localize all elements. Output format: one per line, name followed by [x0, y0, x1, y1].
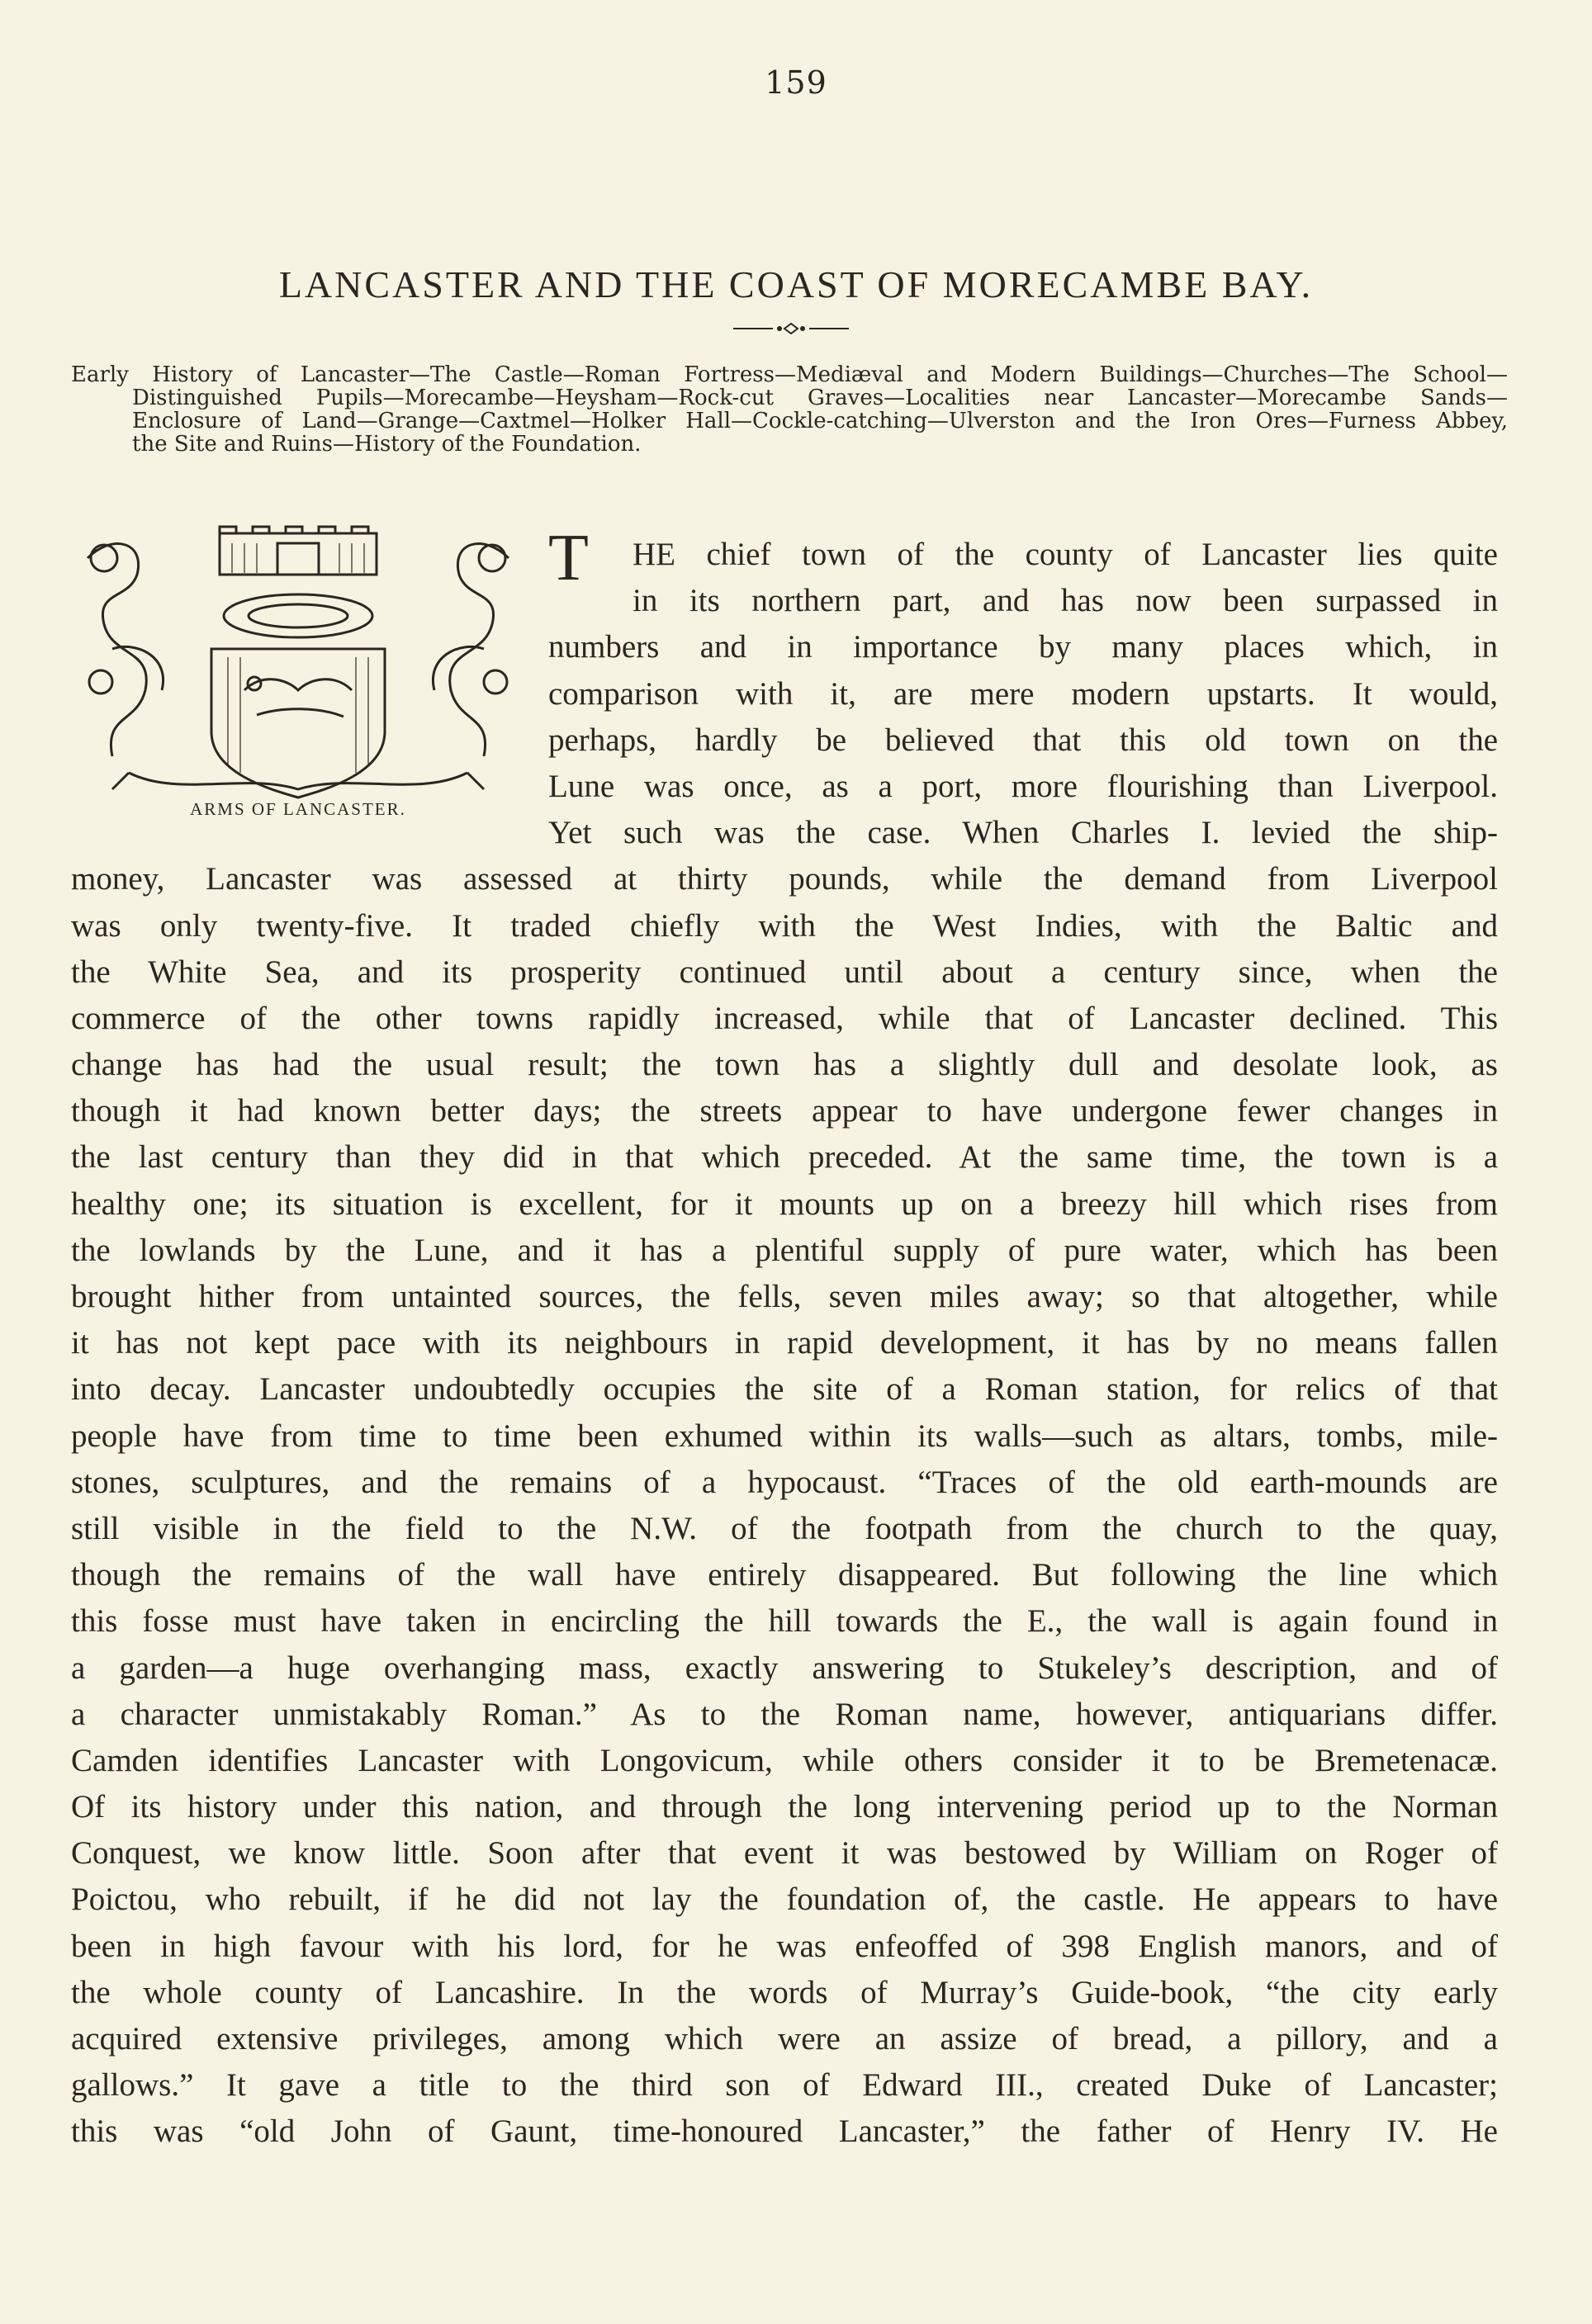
body-line: Yet such was the case. When Charles I. levied the ship- [548, 815, 1498, 851]
body-line: the White Sea, and its prosperity continued until about a century since, when the [71, 954, 1498, 990]
body-line: numbers and in importance by many places which, in [548, 629, 1498, 665]
body-line: perhaps, hardly be believed that this old town on the [548, 722, 1498, 758]
body-line: the last century than they did in that which preceded. At the same time, the town is a [71, 1139, 1498, 1176]
body-line: though it had known better days; the streets appear to have undergone fewer changes in [71, 1093, 1498, 1129]
body-line: the lowlands by the Lune, and it has a plentiful supply of pure water, which has been [71, 1232, 1498, 1268]
body-line: a character unmistakably Roman.” As to the Roman name, however, antiquarians differ. [71, 1696, 1498, 1732]
body-line: Poictou, who rebuilt, if he did not lay the foundation of, the castle. He appears to have [71, 1881, 1498, 1918]
drop-cap: T [548, 522, 589, 594]
body-line: into decay. Lancaster undoubtedly occupies the site of a Roman station, for relics of that [71, 1371, 1498, 1408]
body-line: though the remains of the wall have entirely disappeared. But following the line which [71, 1557, 1498, 1593]
page-number: 159 [765, 64, 827, 101]
body-line: Lune was once, as a port, more flourishing than Liverpool. [548, 768, 1498, 804]
body-line: Conquest, we know little. Soon after that event it was bestowed by William on Roger of [71, 1835, 1498, 1872]
body-line: was only twenty-five. It traded chiefly with the West Indies, with the Baltic and [71, 907, 1498, 944]
body-line: in its northern part, and has now been surpassed in [633, 583, 1498, 619]
synopsis-line: Enclosure of Land—Grange—Caxtmel—Holker Hall—Cockle-catching—Ulverston and the Iron Ores—Furness Abbey, [132, 409, 1508, 433]
body-line: people have from time to time been exhumed within its walls—such as altars, tombs, mile- [71, 1418, 1498, 1454]
body-line: Camden identifies Lancaster with Longovicum, while others consider it to be Bremetenacæ. [71, 1742, 1498, 1778]
body-line: Of its history under this nation, and through the long intervening period up to the Norman [71, 1789, 1498, 1825]
synopsis-line: Early History of Lancaster—The Castle—Roman Fortress—Mediæval and Modern Buildings—Churches—The School— [71, 362, 1508, 387]
body-line: the whole county of Lancashire. In the words of Murray’s Guide-book, “the city early [71, 1974, 1498, 2010]
body-line: stones, sculptures, and the remains of a hypocaust. “Traces of the old earth-mounds are [71, 1464, 1498, 1500]
body-line: a garden—a huge overhanging mass, exactly answering to Stukeley’s description, and of [71, 1650, 1498, 1686]
synopsis-line: Distinguished Pupils—Morecambe—Heysham—Rock-cut Graves—Localities near Lancaster—Morecambe Sands— [132, 386, 1508, 410]
body-line: brought hither from untainted sources, the fells, seven miles away; so that altogether, while [71, 1279, 1498, 1314]
body-line: this was “old John of Gaunt, time-honoured Lancaster,” the father of Henry IV. He [71, 2113, 1498, 2150]
body-line: change has had the usual result; the town has a slightly dull and desolate look, as [71, 1047, 1498, 1083]
body-line: it has not kept pace with its neighbours in rapid development, it has by no means fallen [71, 1325, 1498, 1361]
body-line: been in high favour with his lord, for he was enfeoffed of 398 English manors, and of [71, 1928, 1498, 1964]
chapter-synopsis [71, 363, 1508, 456]
title-ornament [733, 322, 849, 335]
body-line: this fosse must have taken in encircling the hill towards the E., the wall is again found in [71, 1603, 1498, 1640]
illustration-caption: ARMS OF LANCASTER. [190, 799, 406, 819]
body-line: still visible in the field to the N.W. of the footpath from the church to the quay, [71, 1510, 1498, 1546]
body-line: healthy one; its situation is excellent, for it mounts up on a breezy hill which rises from [71, 1186, 1498, 1222]
body-line: comparison with it, are mere modern upstarts. It would, [548, 675, 1498, 712]
body-text [71, 532, 1498, 2156]
body-line: money, Lancaster was assessed at thirty pounds, while the demand from Liverpool [71, 861, 1498, 897]
body-line: acquired extensive privileges, among which were an assize of bread, a pillory, and a [71, 2021, 1498, 2057]
body-line: HE chief town of the county of Lancaster lies quite [633, 537, 1498, 572]
body-line: commerce of the other towns rapidly increased, while that of Lancaster declined. This [71, 1000, 1498, 1036]
body-line: gallows.” It gave a title to the third son of Edward III., created Duke of Lancaster; [71, 2067, 1498, 2104]
chapter-title: LANCASTER AND THE COAST OF MORECAMBE BAY. [278, 263, 1314, 305]
synopsis-line: the Site and Ruins—History of the Foundation. [132, 432, 642, 457]
